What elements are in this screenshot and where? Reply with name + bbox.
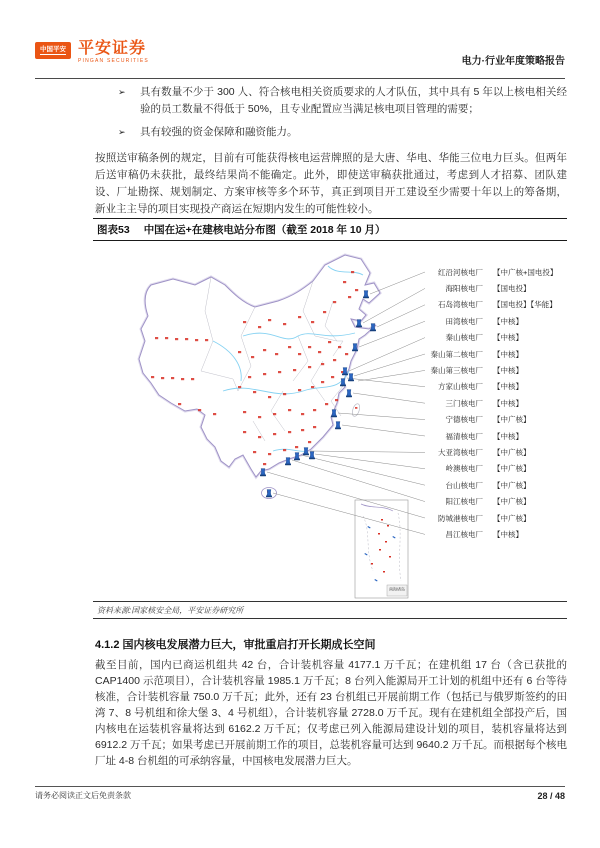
plant-label-row: [393, 461, 567, 477]
figure-label: 图表53: [97, 224, 130, 236]
figure-title-bar: [93, 218, 567, 241]
plant-owner: 【中核】: [493, 333, 523, 343]
plant-name: 福清核电厂: [445, 431, 483, 441]
country-outline: [139, 255, 380, 499]
footer-divider: [35, 786, 565, 787]
section-412: [95, 636, 567, 769]
plant-name: 秦山第二核电厂: [430, 349, 483, 359]
bullet-list: [95, 84, 567, 141]
bullet-text: 具有数量不少于 300 人、符合核电相关资质要求的人才队伍，其中具有 5 年以上核电相关经验的员工数量不得低于 50%，且专业配置应当满足核电项目管理的需要；: [140, 86, 567, 115]
section-heading: 4.1.2 国内核电发展潜力巨大，审批重启打开长期成长空间: [95, 639, 376, 651]
plant-owner: 【中核】: [493, 366, 523, 376]
plant-label-row: [393, 510, 567, 526]
plant-owner: 【中广核】: [493, 447, 531, 457]
plant-owner: 【中核】: [493, 382, 523, 392]
paragraph: 按照送审稿条例的规定，目前有可能获得核电运营牌照的是大唐、华电、华能三位电力巨头。但两年后送审稿仍未获批，最终结果尚不能确定。此外，即使送审稿获批通过，考虑到人才招募、团队建设、厂址勘探、规划制定、方案审核等多个环节，真正到项目开工建设至少需要十年以上的筹备期，新业主主导的项目实现投产商运在短期内发生的可能性较小。: [95, 152, 567, 215]
plant-label-row: [393, 362, 567, 378]
plant-label-row: [393, 444, 567, 460]
plant-owner: 【中核】: [493, 398, 523, 408]
plant-owner: 【中广核】: [493, 480, 531, 490]
plant-owner: 【中广核】: [493, 497, 531, 507]
plant-name: 方家山核电厂: [438, 382, 483, 392]
plant-name: 田湾核电厂: [445, 316, 483, 326]
bullet-item: [95, 84, 567, 118]
plant-name: 昌江核电厂: [445, 529, 483, 539]
plant-name: 防城港核电厂: [438, 513, 483, 523]
bullet-arrow-icon: ➢: [118, 127, 126, 137]
plant-name: 秦山第三核电厂: [430, 366, 483, 376]
plant-owner: 【中广核+国电投】: [493, 267, 558, 277]
plant-label-row: [393, 313, 567, 329]
plant-name: 石岛湾核电厂: [438, 300, 483, 310]
badge-subtext: [40, 54, 66, 55]
pingan-badge-icon: [35, 42, 71, 59]
plant-label-row: [393, 330, 567, 346]
bullet-item: [95, 124, 567, 141]
figure-title: 中国在运+在建核电站分布图（截至 2018 年 10 月）: [143, 224, 386, 236]
plant-name: 大亚湾核电厂: [438, 447, 483, 457]
figure-53: [93, 218, 567, 619]
plant-owner: 【中核】: [493, 431, 523, 441]
page-footer: [35, 790, 565, 801]
plant-label-row: [393, 526, 567, 542]
china-nuclear-map: [93, 241, 567, 601]
bullet-text: 具有较强的资金保障和融资能力。: [140, 126, 298, 138]
plant-label-row: [393, 493, 567, 509]
pingan-logo: [35, 40, 149, 65]
brand-block: [78, 40, 149, 65]
plant-name: 红沿河核电厂: [438, 267, 483, 277]
plant-name: 三门核电厂: [445, 398, 483, 408]
plant-label-row: [393, 297, 567, 313]
plant-label-row: [393, 428, 567, 444]
plant-label-list: [393, 264, 567, 543]
plant-owner: 【国电投】: [493, 284, 531, 294]
footer-disclaimer: 请务必阅读正文后免责条款: [35, 791, 131, 800]
badge-text: 中国平安: [40, 46, 66, 54]
plant-label-row: [393, 412, 567, 428]
body-text: [95, 84, 567, 218]
bullet-arrow-icon: ➢: [118, 87, 126, 97]
plant-name: 台山核电厂: [445, 480, 483, 490]
section-body: 截至目前，国内已商运机组共 42 台，合计装机容量 4177.1 万千瓦；在建机组 17 台（含已获批的 CAP1400 示范项目），合计装机容量 1985.1 万千瓦；8 台列入能源局开工计划的机组中还有 6 台等待核准，合计装机容量 750.0 万千瓦；此外，还有 23 台机组已开展前期工作（包括已与俄罗斯签约的田湾 7、8 号机组和徐大堡 3、4 号机组），合计装机容量 2728.0 万千瓦。现有在建机组全部投产后，国内核电在运装机容量将达到 6162.2 万千瓦；仅考虑已列入能源局建设计划的项目，装机容量将达到 6912.2 万千瓦；如果考虑已开展前期工作的项目，总装机容量可达到 9640.2 万千瓦。而根据每个核电厂址 4-8 台机组的可承纳容量，中国核电发展潜力巨大。: [95, 659, 567, 767]
plant-name: 秦山核电厂: [445, 333, 483, 343]
figure-source: 资料来源:国家核安全局，平安证券研究所: [93, 601, 567, 619]
plant-owner: 【中广核】: [493, 464, 531, 474]
inset-label: 南海诸岛: [389, 586, 405, 592]
plant-label-row: [393, 477, 567, 493]
plant-label-row: [393, 280, 567, 296]
plant-owner: 【中核】: [493, 349, 523, 359]
brand-name-en: PINGAN SECURITIES: [78, 58, 149, 64]
plant-name: 海阳核电厂: [445, 284, 483, 294]
plant-owner: 【中广核】: [493, 415, 531, 425]
plant-owner: 【中广核】: [493, 513, 531, 523]
plant-owner: 【国电投】【华能】: [493, 300, 557, 310]
plant-name: 宁德核电厂: [445, 415, 483, 425]
report-type-label: 电力·行业年度策略报告: [461, 56, 565, 67]
plant-owner: 【中核】: [493, 316, 523, 326]
plant-name: 阳江核电厂: [445, 497, 483, 507]
plant-label-row: [393, 379, 567, 395]
plant-owner: 【中核】: [493, 529, 523, 539]
brand-name: 平安证券: [78, 40, 147, 57]
plant-label-row: [393, 264, 567, 280]
page-header: [35, 40, 565, 79]
plant-label-row: [393, 395, 567, 411]
plant-name: 岭澳核电厂: [445, 464, 483, 474]
footer-page-number: 28 / 48: [537, 790, 565, 801]
plant-label-row: [393, 346, 567, 362]
